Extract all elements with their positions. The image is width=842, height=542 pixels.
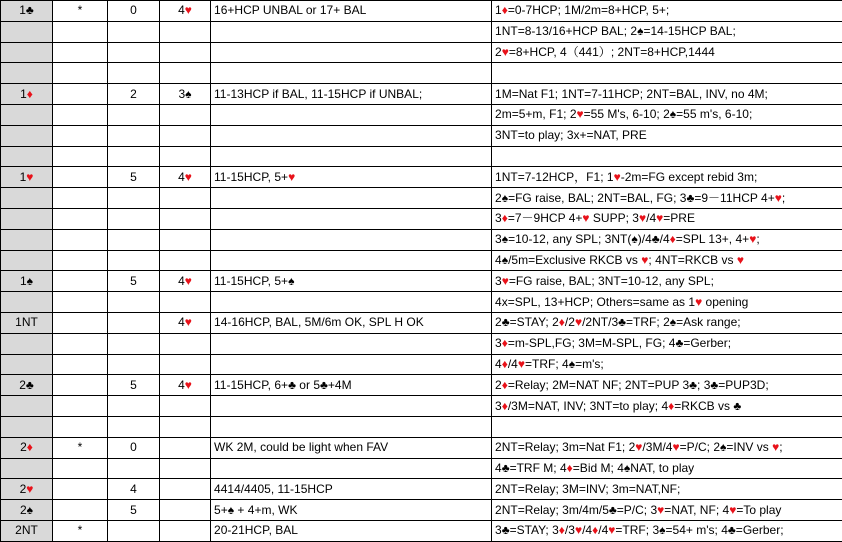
- min-length-cell: [108, 146, 160, 167]
- responses-cell: 2NT=Relay; 3m=Nat F1; 2♥/3M/4♥=P/C; 2♠=INV vs ♥;: [492, 437, 842, 458]
- table-row: [1, 84, 842, 105]
- alert-mark-cell: [53, 500, 108, 521]
- min-length-cell: [108, 42, 160, 63]
- min-length-cell: [108, 396, 160, 417]
- min-length-cell: [108, 208, 160, 229]
- min-length-cell: [108, 312, 160, 333]
- competitive-bid-cell: [160, 63, 211, 84]
- responses-cell: 4♦/4♥=TRF; 4♠=m's;: [492, 354, 842, 375]
- competitive-bid-cell: [160, 437, 211, 458]
- opening-bid-cell: 1♠: [1, 271, 53, 292]
- description-cell: WK 2M, could be light when FAV: [211, 437, 492, 458]
- min-length-cell: [108, 416, 160, 437]
- alert-mark-cell: [53, 479, 108, 500]
- description-cell: [211, 229, 492, 250]
- min-length-cell: 5: [108, 271, 160, 292]
- competitive-bid-cell: 3♠: [160, 84, 211, 105]
- description-cell: [211, 458, 492, 479]
- competitive-bid-cell: [160, 125, 211, 146]
- min-length-cell: 0: [108, 1, 160, 22]
- alert-mark-cell: [53, 167, 108, 188]
- description-cell: [211, 125, 492, 146]
- min-length-cell: 5: [108, 500, 160, 521]
- min-length-cell: 4: [108, 479, 160, 500]
- alert-mark-cell: *: [53, 1, 108, 22]
- min-length-cell: [108, 21, 160, 42]
- responses-cell: 1♦=0-7HCP; 1M/2m=8+HCP, 5+;: [492, 1, 842, 22]
- alert-mark-cell: [53, 396, 108, 417]
- alert-mark-cell: [53, 292, 108, 313]
- responses-cell: 3♦/3M=NAT, INV; 3NT=to play; 4♦=RKCB vs ♣: [492, 396, 842, 417]
- alert-mark-cell: [53, 416, 108, 437]
- table-row: [1, 42, 842, 63]
- description-cell: [211, 63, 492, 84]
- alert-mark-cell: [53, 125, 108, 146]
- alert-mark-cell: [53, 84, 108, 105]
- min-length-cell: [108, 250, 160, 271]
- alert-mark-cell: [53, 333, 108, 354]
- table-row: [1, 250, 842, 271]
- alert-mark-cell: [53, 21, 108, 42]
- competitive-bid-cell: [160, 292, 211, 313]
- responses-cell: 4♣=TRF M; 4♦=Bid M; 4♠NAT, to play: [492, 458, 842, 479]
- description-cell: [211, 208, 492, 229]
- table-row: [1, 104, 842, 125]
- min-length-cell: [108, 188, 160, 209]
- alert-mark-cell: [53, 250, 108, 271]
- opening-bid-cell: 2♥: [1, 479, 53, 500]
- opening-bid-cell: [1, 354, 53, 375]
- alert-mark-cell: [53, 312, 108, 333]
- table-row: [1, 188, 842, 209]
- responses-cell: 2♥=8+HCP, 4（441）; 2NT=8+HCP,1444: [492, 42, 842, 63]
- description-cell: 11-15HCP, 5+♠: [211, 271, 492, 292]
- description-cell: [211, 188, 492, 209]
- opening-bid-cell: [1, 125, 53, 146]
- table-row: [1, 208, 842, 229]
- table-row: [1, 312, 842, 333]
- min-length-cell: [108, 104, 160, 125]
- table-row: [1, 63, 842, 84]
- opening-bid-cell: [1, 104, 53, 125]
- competitive-bid-cell: 4♥: [160, 1, 211, 22]
- responses-cell: 2m=5+m, F1; 2♥=55 M's, 6-10; 2♠=55 m's, 6-10;: [492, 104, 842, 125]
- description-cell: 14-16HCP, BAL, 5M/6m OK, SPL H OK: [211, 312, 492, 333]
- opening-bid-cell: [1, 146, 53, 167]
- responses-cell: 3♠=10-12, any SPL; 3NT(♠)/4♣/4♦=SPL 13+, 4+♥;: [492, 229, 842, 250]
- table-row: [1, 396, 842, 417]
- responses-cell: 3NT=to play; 3x+=NAT, PRE: [492, 125, 842, 146]
- opening-bid-cell: 2♣: [1, 375, 53, 396]
- competitive-bid-cell: [160, 333, 211, 354]
- description-cell: 16+HCP UNBAL or 17+ BAL: [211, 1, 492, 22]
- competitive-bid-cell: [160, 250, 211, 271]
- competitive-bid-cell: [160, 500, 211, 521]
- opening-bid-cell: 1♥: [1, 167, 53, 188]
- min-length-cell: 5: [108, 167, 160, 188]
- responses-cell: [492, 146, 842, 167]
- description-cell: [211, 333, 492, 354]
- min-length-cell: [108, 125, 160, 146]
- alert-mark-cell: [53, 208, 108, 229]
- table-row: [1, 271, 842, 292]
- min-length-cell: [108, 63, 160, 84]
- competitive-bid-cell: 4♥: [160, 167, 211, 188]
- description-cell: [211, 104, 492, 125]
- alert-mark-cell: [53, 375, 108, 396]
- alert-mark-cell: [53, 458, 108, 479]
- table-row: [1, 375, 842, 396]
- min-length-cell: [108, 292, 160, 313]
- competitive-bid-cell: [160, 458, 211, 479]
- table-row: [1, 437, 842, 458]
- responses-cell: [492, 416, 842, 437]
- opening-bid-cell: 1NT: [1, 312, 53, 333]
- min-length-cell: 0: [108, 437, 160, 458]
- description-cell: 11-15HCP, 5+♥: [211, 167, 492, 188]
- competitive-bid-cell: [160, 188, 211, 209]
- table-row: [1, 21, 842, 42]
- responses-cell: 1NT=7-12HCP，F1; 1♥-2m=FG except rebid 3m;: [492, 167, 842, 188]
- table-row: [1, 458, 842, 479]
- responses-cell: 3♦=7－9HCP 4+♥ SUPP; 3♥/4♥=PRE: [492, 208, 842, 229]
- competitive-bid-cell: [160, 146, 211, 167]
- opening-bid-cell: 1♦: [1, 84, 53, 105]
- competitive-bid-cell: [160, 354, 211, 375]
- responses-cell: 4♠/5m=Exclusive RKCB vs ♥; 4NT=RKCB vs ♥: [492, 250, 842, 271]
- alert-mark-cell: [53, 354, 108, 375]
- min-length-cell: 5: [108, 375, 160, 396]
- description-cell: [211, 146, 492, 167]
- alert-mark-cell: [53, 104, 108, 125]
- responses-cell: 1M=Nat F1; 1NT=7-11HCP; 2NT=BAL, INV, no 4M;: [492, 84, 842, 105]
- responses-cell: 2♦=Relay; 2M=NAT NF; 2NT=PUP 3♣; 3♣=PUP3D;: [492, 375, 842, 396]
- description-cell: 11-13HCP if BAL, 11-15HCP if UNBAL;: [211, 84, 492, 105]
- responses-cell: 4x=SPL, 13+HCP; Others=same as 1♥ opening: [492, 292, 842, 313]
- table-row: [1, 479, 842, 500]
- description-cell: [211, 292, 492, 313]
- opening-bid-cell: [1, 458, 53, 479]
- opening-bid-cell: 1♣: [1, 1, 53, 22]
- responses-cell: 2♣=STAY; 2♦/2♥/2NT/3♣=TRF; 2♠=Ask range;: [492, 312, 842, 333]
- opening-bid-cell: [1, 42, 53, 63]
- min-length-cell: [108, 458, 160, 479]
- table-row: [1, 1, 842, 22]
- competitive-bid-cell: [160, 396, 211, 417]
- opening-bid-cell: [1, 188, 53, 209]
- alert-mark-cell: [53, 42, 108, 63]
- competitive-bid-cell: 4♥: [160, 312, 211, 333]
- competitive-bid-cell: [160, 21, 211, 42]
- responses-cell: 3♥=FG raise, BAL; 3NT=10-12, any SPL;: [492, 271, 842, 292]
- description-cell: 4414/4405, 11-15HCP: [211, 479, 492, 500]
- table-body: [1, 1, 842, 542]
- alert-mark-cell: *: [53, 520, 108, 541]
- responses-cell: 3♦=m-SPL,FG; 3M=M-SPL, FG; 4♣=Gerber;: [492, 333, 842, 354]
- description-cell: [211, 42, 492, 63]
- competitive-bid-cell: [160, 104, 211, 125]
- description-cell: 5+♠ + 4+m, WK: [211, 500, 492, 521]
- description-cell: [211, 416, 492, 437]
- responses-cell: 1NT=8-13/16+HCP BAL; 2♠=14-15HCP BAL;: [492, 21, 842, 42]
- responses-cell: 2NT=Relay; 3m/4m/5♣=P/C; 3♥=NAT, NF; 4♥=To play: [492, 500, 842, 521]
- min-length-cell: [108, 354, 160, 375]
- alert-mark-cell: [53, 146, 108, 167]
- alert-mark-cell: [53, 63, 108, 84]
- opening-bid-cell: [1, 416, 53, 437]
- description-cell: [211, 21, 492, 42]
- competitive-bid-cell: [160, 42, 211, 63]
- description-cell: [211, 396, 492, 417]
- table-row: [1, 500, 842, 521]
- opening-bid-cell: [1, 292, 53, 313]
- table-row: [1, 125, 842, 146]
- table-row: [1, 229, 842, 250]
- min-length-cell: [108, 333, 160, 354]
- description-cell: [211, 354, 492, 375]
- responses-cell: 2♠=FG raise, BAL; 2NT=BAL, FG; 3♣=9－11HCP 4+♥;: [492, 188, 842, 209]
- opening-bid-cell: [1, 21, 53, 42]
- min-length-cell: [108, 229, 160, 250]
- description-cell: 20-21HCP, BAL: [211, 520, 492, 541]
- opening-bid-cell: 2♠: [1, 500, 53, 521]
- opening-bid-cell: 2♦: [1, 437, 53, 458]
- competitive-bid-cell: [160, 416, 211, 437]
- opening-bid-cell: [1, 229, 53, 250]
- table-row: [1, 354, 842, 375]
- opening-bid-cell: 2NT: [1, 520, 53, 541]
- table-row: [1, 333, 842, 354]
- competitive-bid-cell: 4♥: [160, 375, 211, 396]
- responses-cell: [492, 63, 842, 84]
- description-cell: 11-15HCP, 6+♣ or 5♣+4M: [211, 375, 492, 396]
- description-cell: [211, 250, 492, 271]
- alert-mark-cell: [53, 188, 108, 209]
- alert-mark-cell: *: [53, 437, 108, 458]
- competitive-bid-cell: 4♥: [160, 271, 211, 292]
- competitive-bid-cell: [160, 229, 211, 250]
- alert-mark-cell: [53, 229, 108, 250]
- table-row: [1, 292, 842, 313]
- opening-bid-cell: [1, 208, 53, 229]
- table-row: [1, 167, 842, 188]
- table-row: [1, 416, 842, 437]
- opening-bid-cell: [1, 396, 53, 417]
- table-row: [1, 146, 842, 167]
- opening-bid-cell: [1, 63, 53, 84]
- competitive-bid-cell: [160, 208, 211, 229]
- responses-cell: 2NT=Relay; 3M=INV; 3m=NAT,NF;: [492, 479, 842, 500]
- responses-cell: 3♣=STAY; 3♦/3♥/4♦/4♥=TRF; 3♠=54+ m's; 4♣=Gerber;: [492, 520, 842, 541]
- competitive-bid-cell: [160, 479, 211, 500]
- alert-mark-cell: [53, 271, 108, 292]
- opening-bid-cell: [1, 333, 53, 354]
- min-length-cell: 2: [108, 84, 160, 105]
- opening-bid-cell: [1, 250, 53, 271]
